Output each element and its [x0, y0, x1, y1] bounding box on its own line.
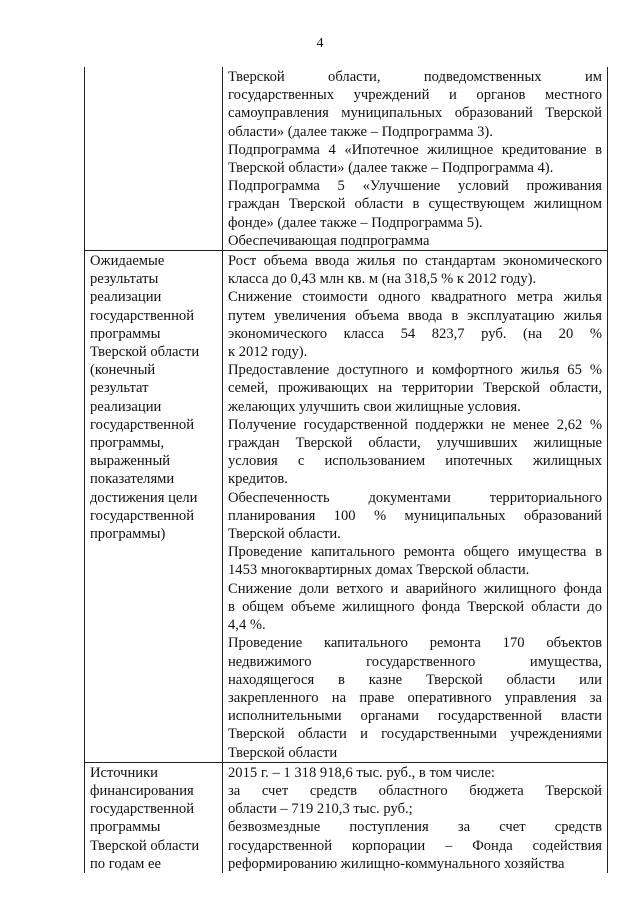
content-paragraph — [228, 232, 602, 250]
content-line: путем увеличения объема ввода в эксплуатацию жилья — [228, 307, 602, 324]
passport-table-body — [85, 67, 608, 873]
content-paragraph — [228, 68, 602, 141]
content-line: безвозмездные поступления за счет средств — [228, 819, 602, 836]
content-line: экономического класса 54 823,7 руб. (на 20 % — [228, 325, 602, 342]
content-line: Тверской области» (далее также – Подпрограмма 4). — [228, 160, 554, 177]
content-line: недвижимого государственного имущества, — [228, 653, 602, 670]
content-line: Подпрограмма 5 «Улучшение условий проживания — [228, 178, 602, 195]
content-paragraph — [228, 764, 602, 782]
content-line: исполнительными органами государственной власти — [228, 708, 602, 725]
content-line: кредитов. — [228, 471, 288, 488]
table-row — [85, 67, 608, 251]
content-line: Проведение капитального ремонта общего имущества в — [228, 544, 602, 561]
content-paragraph — [228, 818, 602, 873]
content-line: желающих улучшить свои жилищные условия. — [228, 398, 521, 415]
label-line: программы) — [90, 526, 166, 543]
content-line: самоуправления муниципальных образований Тверской — [228, 105, 602, 122]
content-line: реформированию жилищно-коммунального хозяйства — [228, 855, 565, 872]
row-content-cell — [223, 67, 608, 251]
content-line: за счет средств областного бюджета Тверской — [228, 782, 602, 799]
content-line: Тверской области. — [228, 526, 341, 543]
label-line: результат — [90, 380, 149, 397]
label-line: показателями — [90, 471, 175, 488]
content-line: области» (далее также – Подпрограмма 3). — [228, 123, 493, 140]
content-line: Снижение стоимости одного квадратного метра жилья — [228, 289, 602, 306]
content-line: закрепленного на праве оперативного управления за — [228, 689, 602, 706]
label-line: выраженный — [90, 453, 171, 470]
content-line: государственных учреждений и органов местного — [228, 87, 602, 104]
label-line: по годам ее — [90, 855, 161, 872]
label-line: реализации — [90, 289, 162, 306]
content-line: Рост объема ввода жилья по стандартам экономического — [228, 253, 602, 270]
content-line: области – 719 210,3 тыс. руб.; — [228, 801, 413, 818]
label-line: Ожидаемые — [90, 253, 165, 270]
content-line: Подпрограмма 4 «Ипотечное жилищное кредитование в — [228, 141, 602, 158]
table-row — [85, 251, 608, 763]
content-line: планирования 100 % муниципальных образований — [228, 507, 602, 524]
content-line: Предоставление доступного и комфортного жилья 65 % — [228, 362, 602, 379]
row-label-cell — [85, 251, 223, 763]
label-line: программы, — [90, 435, 165, 452]
row-content-cell — [223, 762, 608, 873]
content-line: к 2012 году). — [228, 344, 308, 361]
content-paragraph — [228, 416, 602, 489]
label-line: Источники — [90, 764, 158, 781]
content-line: Проведение капитального ремонта 170 объектов — [228, 635, 602, 652]
label-line: Тверской области — [90, 837, 200, 854]
content-line: класса до 0,43 млн кв. м (на 318,5 % к 2012 году). — [228, 271, 537, 288]
content-line: 4,4 %. — [228, 617, 266, 634]
content-line: Тверской области и государственными учреждениями — [228, 726, 602, 743]
content-line: Получение государственной поддержки не менее 2,62 % — [228, 416, 602, 433]
content-line: граждан Тверской области, улучшивших жилищные — [228, 435, 602, 452]
content-line: Снижение доли ветхого и аварийного жилищного фонда — [228, 580, 602, 597]
table-row — [85, 762, 608, 873]
content-line: 1453 многоквартирных домах Тверской области. — [228, 562, 530, 579]
content-line: государственной корпорации – Фонда содействия — [228, 837, 602, 854]
content-paragraph — [228, 288, 602, 361]
label-line: государственной — [90, 507, 195, 524]
passport-table — [84, 67, 608, 873]
page-number: 4 — [316, 36, 324, 51]
content-line: семей, проживающих на территории Тверской области, — [228, 380, 602, 397]
content-line: Обеспечивающая подпрограмма — [228, 232, 430, 249]
label-line: (конечный — [90, 362, 156, 379]
content-paragraph — [228, 580, 602, 635]
content-line: Тверской области — [228, 744, 338, 761]
label-line: достижения цели — [90, 489, 198, 506]
row-label-cell — [85, 67, 223, 251]
content-line: фонде» (далее также – Подпрограмма 5). — [228, 214, 483, 231]
label-line: государственной — [90, 307, 195, 324]
content-paragraph — [228, 177, 602, 232]
label-line: государственной — [90, 416, 195, 433]
label-line: реализации — [90, 398, 162, 415]
label-line: результаты — [90, 271, 159, 288]
content-paragraph — [228, 489, 602, 544]
content-paragraph — [228, 141, 602, 177]
content-paragraph — [228, 543, 602, 579]
content-line: в общем объеме жилищного фонда Тверской области до — [228, 598, 602, 615]
content-paragraph — [228, 782, 602, 818]
content-line: находящегося в казне Тверской области или — [228, 671, 602, 688]
label-line: Тверской области — [90, 344, 200, 361]
content-paragraph — [228, 361, 602, 416]
content-line: Обеспеченность документами территориального — [228, 489, 602, 506]
row-content-cell — [223, 251, 608, 763]
content-paragraph — [228, 634, 602, 761]
row-label-cell — [85, 762, 223, 873]
label-line: программы — [90, 819, 161, 836]
label-line: финансирования — [90, 782, 194, 799]
label-line: программы — [90, 325, 161, 342]
label-line: государственной — [90, 801, 195, 818]
content-paragraph — [228, 252, 602, 288]
content-line: условия с использованием ипотечных жилищных — [228, 453, 602, 470]
content-line: граждан Тверской области в существующем жилищном — [228, 196, 602, 213]
content-line: Тверской области, подведомственных им — [228, 69, 602, 85]
content-line: 2015 г. – 1 318 918,6 тыс. руб., в том числе: — [228, 764, 495, 781]
